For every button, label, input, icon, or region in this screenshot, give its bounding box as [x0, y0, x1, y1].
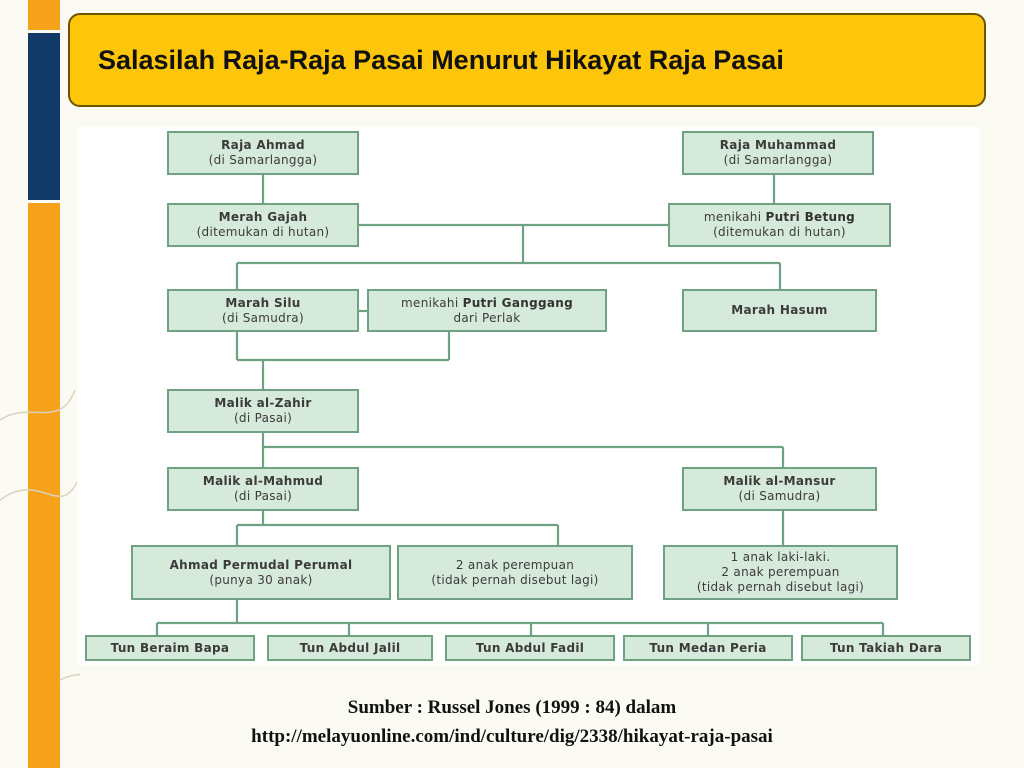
node-marah-hasum	[682, 289, 877, 332]
node-line: 2 anak perempuan	[721, 565, 840, 579]
node-name: Tun Takiah Dara	[829, 640, 943, 655]
node-line: 1 anak laki-laki.	[730, 550, 831, 564]
node-subtitle: (punya 30 anak)	[209, 572, 313, 587]
node-subtitle: (di Samarlangga)	[208, 153, 318, 167]
node-marah-silu	[167, 289, 359, 332]
node-name: Merah Gajah	[218, 210, 308, 224]
node-subtitle: (di Pasai)	[233, 411, 293, 425]
node-subtitle: (ditemukan di hutan)	[713, 225, 846, 239]
node-dua-anak-perempuan	[397, 545, 633, 600]
node-prefix: menikahi	[401, 295, 459, 310]
node-name: Tun Beraim Bapa	[110, 640, 230, 655]
source-citation: Sumber : Russel Jones (1999 : 84) dalam	[347, 697, 677, 718]
node-putri-betung	[668, 203, 891, 247]
title-banner	[68, 13, 986, 107]
node-subtitle: (di Samarlangga)	[723, 153, 833, 167]
accent-divider	[28, 200, 60, 203]
node-name: Marah Silu	[225, 295, 301, 310]
node-line: 2 anak perempuan	[455, 557, 575, 572]
node-line: (tidak pernah disebut lagi)	[696, 580, 865, 594]
node-name: Tun Abdul Jalil	[299, 640, 401, 655]
node-subtitle: (di Samudra)	[738, 489, 821, 503]
node-malik-al-mansur	[682, 467, 877, 511]
node-line: (tidak pernah disebut lagi)	[431, 572, 599, 587]
node-subtitle: dari Perlak	[453, 310, 521, 325]
source-url: http://melayuonline.com/ind/culture/dig/2338/hikayat-raja-pasai	[251, 726, 773, 747]
node-name: Marah Hasum	[731, 303, 828, 317]
node-name: Tun Medan Peria	[649, 640, 767, 655]
node-tun-abdul-jalil	[267, 635, 433, 661]
node-tun-medan-peria	[623, 635, 793, 661]
node-name: Tun Abdul Fadil	[475, 640, 585, 655]
node-malik-al-zahir	[167, 389, 359, 433]
node-name: Malik al-Mahmud	[202, 474, 324, 488]
node-tun-abdul-fadil	[445, 635, 615, 661]
node-tun-beraim-bapa	[85, 635, 255, 661]
accent-divider	[28, 30, 60, 33]
node-prefix: menikahi	[703, 210, 762, 224]
accent-bar-blue	[28, 30, 60, 200]
node-putri-ganggang	[367, 289, 607, 332]
node-name: Ahmad Permudal Perumal	[169, 557, 353, 572]
node-name: Putri Ganggang	[462, 295, 573, 310]
node-name: Malik al-Mansur	[723, 474, 836, 488]
node-raja-ahmad	[167, 131, 359, 175]
family-tree-diagram	[77, 127, 980, 665]
node-tun-takiah-dara	[801, 635, 971, 661]
page-title: Salasilah Raja-Raja Pasai Menurut Hikayat Raja Pasai	[98, 44, 784, 75]
node-anak-malik-al-mansur	[663, 545, 898, 600]
node-subtitle: (di Pasai)	[233, 489, 293, 503]
node-merah-gajah	[167, 203, 359, 247]
node-name: Raja Muhammad	[719, 138, 837, 152]
node-ahmad-permudal-perumal	[131, 545, 391, 600]
node-name: Raja Ahmad	[221, 138, 305, 152]
node-malik-al-mahmud	[167, 467, 359, 511]
node-subtitle: (ditemukan di hutan)	[196, 225, 330, 239]
node-subtitle: (di Samudra)	[222, 310, 304, 325]
node-raja-muhammad	[682, 131, 874, 175]
node-name: Malik al-Zahir	[214, 396, 312, 410]
node-name: Putri Betung	[765, 210, 856, 224]
